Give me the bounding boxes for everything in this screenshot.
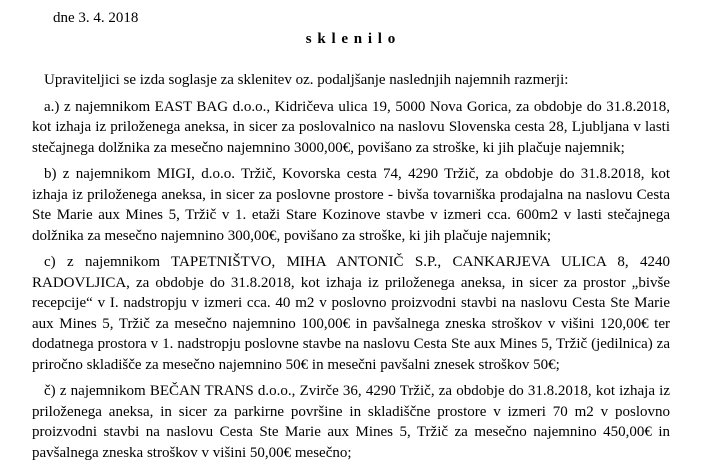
lease-paragraph-c: c) z najemnikom TAPETNIŠTVO, MIHA ANTONIČ S.P., CANKARJEVA ULICA 8, 4240 RADOVLJICA, za obdobje do 31.8.2018, kot izhaja iz priloženega aneksa, in sicer za prostor „bivše recepcije“ v I. nadstropju v izmeri cca. 40 m2 v poslovno proizvodni stavbi na naslovu Cesta Ste Marie aux Mines 5, Tržič za mesečno najemnino 100,00€ in pavšalnega zneska stroškov v višini 120,00€ ter dodatnega prostora v 1. nadstropju poslovne stavbe na naslovu Cesta Ste aux Mines 5, Tržič (jedilnica) za priročno skladišče za mesečno najemnino 50€ in mesečni pavšalni znesek stroškov 50€; xyxy=(32,254,670,373)
date-line: dne 3. 4. 2018 xyxy=(53,10,139,26)
lease-paragraph-ch: č) z najemnikom BEČAN TRANS d.o.o., Zvirče 36, 4290 Tržič, za obdobje do 31.8.2018, kot izhaja iz priloženega aneksa, in sicer za parkirne površine in skladiščne prostore v izmeri 70 m2 v poslovno proizvodni stavbi na naslovu Cesta Ste Marie aux Mines 5, Tržič za mesečno najemnino 450,00€ in pavšalnega zneska stroškov v višini 50,00€ mesečno; xyxy=(32,383,670,461)
decision-heading: s k l e n i l o xyxy=(305,30,397,47)
intro-paragraph: Upraviteljici se izda soglasje za sklenitev oz. podaljšanje naslednjih najemnih razmerji: xyxy=(44,72,569,88)
lease-paragraph-b: b) z najemnikom MIGI, d.o.o. Tržič, Kovorska cesta 74, 4290 Tržič, za obdobje do 31.8.2018, kot izhaja iz priloženega aneksa, in sicer za poslovne prostore - bivša tovarniška prodajalna na naslovu Cesta Ste Marie aux Mines 5, Tržič v 1. etaži Stare Kozinove stavbe v izmeri cca. 600m2 v lasti stečajnega dolžnika za mesečno najemnino 300,00€, povišano za stroške, ki jih plačuje najemnik; xyxy=(32,166,670,244)
lease-paragraph-a: a.) z najemnikom EAST BAG d.o.o., Kidričeva ulica 19, 5000 Nova Gorica, za obdobje do 31.8.2018, kot izhaja iz priloženega aneksa, in sicer za poslovalnico na naslovu Slovenska cesta 28, Ljubljana v lasti stečajnega dolžnika za mesečno najemnino 3000,00€, povišano za stroške, ki jih plačuje najemnik; xyxy=(32,98,670,156)
